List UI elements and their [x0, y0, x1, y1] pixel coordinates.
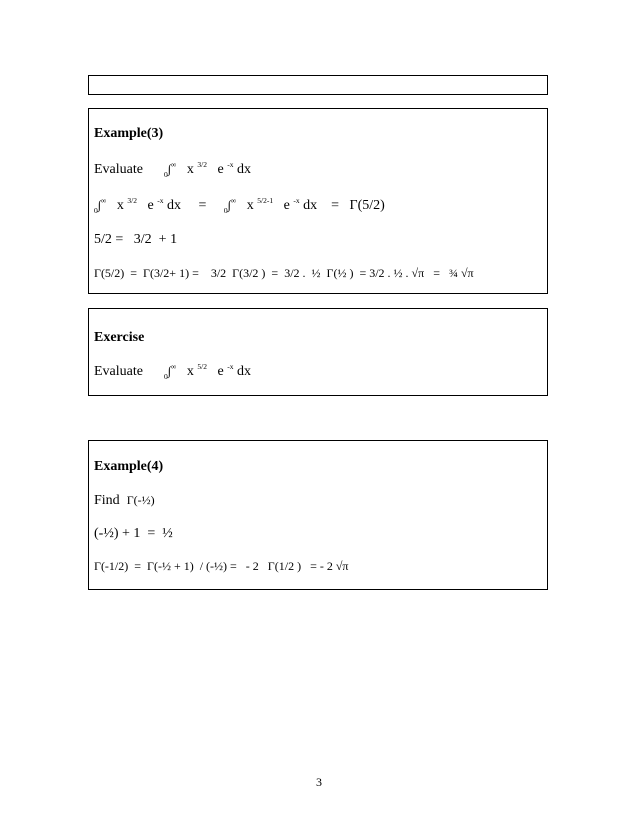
example-3-title: Example(3)	[94, 126, 164, 141]
example-3-step: 5/2 = 3/2 + 1	[94, 232, 178, 247]
empty-box	[88, 75, 548, 95]
example-3-result: Γ(5/2) = Γ(3/2+ 1) = 3/2 Γ(3/2 ) = 3/2 . ½ Γ(½ ) = 3/2 . ½ . √π = ¾ √π	[94, 266, 474, 280]
example-3-integral-rewrite: $_0$∫∞ x $^{3/2}$ e $^{-x}$ dx = $_0$∫∞ x $^{5/2-1}$ e $^{-x}$ dx = Γ(5/2)	[94, 196, 385, 215]
example-3-integral-statement: Evaluate $_0$∫∞ x $^{3/2}$ e $^{-x}$ dx	[94, 160, 251, 179]
exercise-box	[88, 308, 548, 396]
exercise-integral-statement: Evaluate $_0$∫∞ x $^{5/2}$ e $^{-x}$ dx	[94, 362, 251, 381]
example-4-box	[88, 440, 548, 590]
example-3-box	[88, 108, 548, 294]
example-4-title: Example(4)	[94, 459, 164, 474]
example-4-result: Γ(-1/2) = Γ(-½ + 1) / (-½) = - 2 Γ(1/2 ) = - 2 √π	[94, 559, 349, 573]
example-4-step: (-½) + 1 = ½	[94, 526, 173, 541]
example-4-question: Find Γ(-½)	[94, 493, 155, 508]
page-number: 3	[316, 775, 322, 789]
exercise-title: Exercise	[94, 330, 145, 345]
